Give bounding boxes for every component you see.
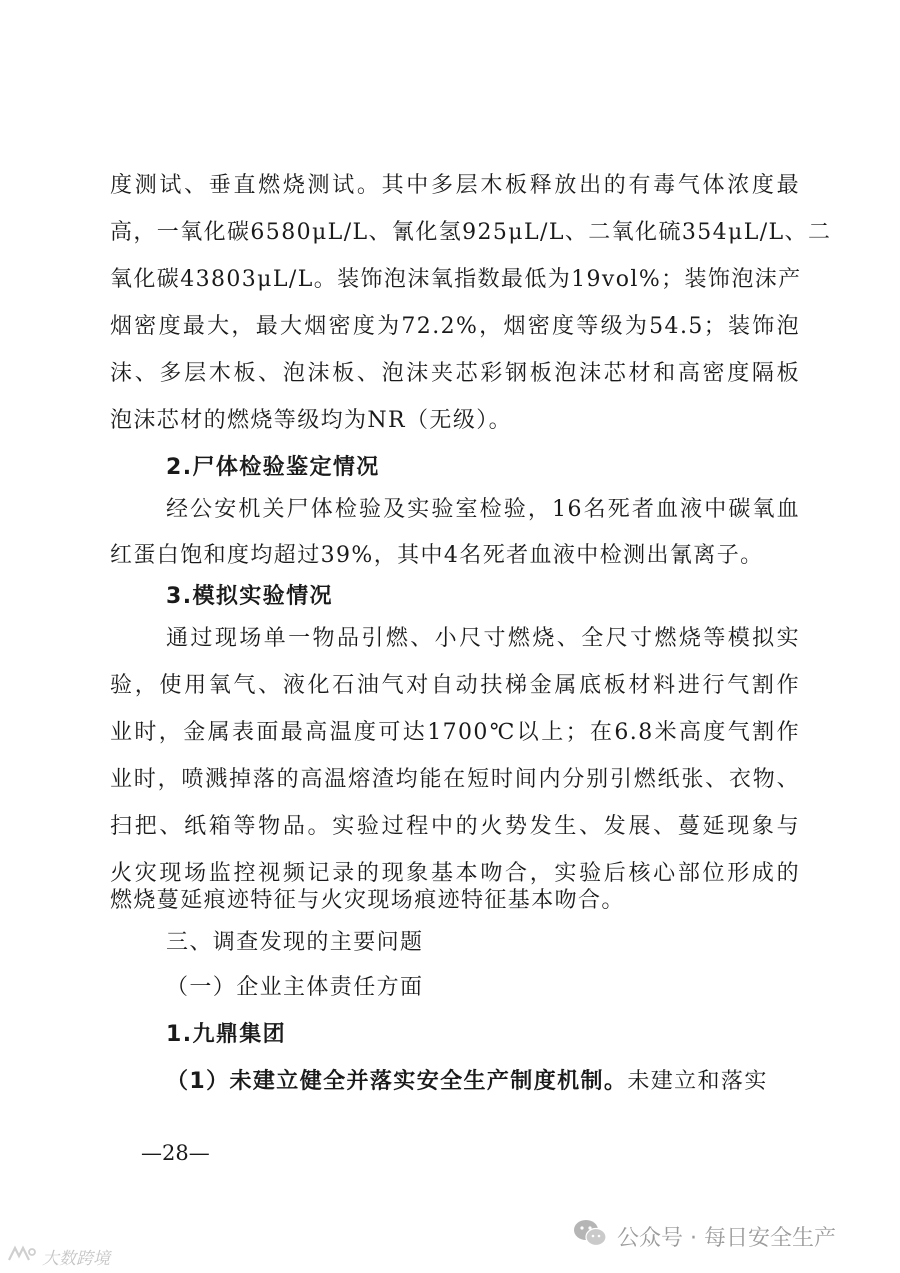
paragraph-line: 泡沫芯材的燃烧等级均为NR（无级）。 bbox=[110, 408, 513, 433]
paragraph-line: 火灾现场监控视频记录的现象基本吻合，实验后核心部位形成的 bbox=[110, 861, 800, 886]
paragraph-line: 扫把、纸箱等物品。实验过程中的火势发生、发展、蔓延现象与 bbox=[110, 814, 800, 839]
logo-icon bbox=[6, 1244, 36, 1269]
section-title-main-problems: 三、调查发现的主要问题 bbox=[166, 930, 424, 955]
heading-jiuding-group: 1.九鼎集团 bbox=[166, 1022, 287, 1047]
paragraph-line: 氧化碳43803μL/L。装饰泡沫氧指数最低为19vol%；装饰泡沫产 bbox=[110, 267, 802, 292]
corner-watermark bbox=[6, 1244, 110, 1268]
item-bold-text: （1）未建立健全并落实安全生产制度机制。 bbox=[166, 1069, 628, 1094]
section-heading-simulation: 3.模拟实验情况 bbox=[166, 584, 333, 609]
paragraph-line: 通过现场单一物品引燃、小尺寸燃烧、全尺寸燃烧等模拟实 bbox=[166, 626, 800, 651]
paragraph-line: 业时，金属表面最高温度可达1700℃以上；在6.8米高度气割作 bbox=[110, 720, 800, 745]
paragraph-line: 经公安机关尸体检验及实验室检验，16名死者血液中碳氧血 bbox=[166, 497, 800, 522]
wechat-icon bbox=[573, 1219, 607, 1253]
paragraph-line: 红蛋白饱和度均超过39%，其中4名死者血液中检测出氰离子。 bbox=[110, 543, 764, 568]
paragraph-line: 燃烧蔓延痕迹特征与火灾现场痕迹特征基本吻合。 bbox=[110, 888, 625, 913]
wechat-watermark-text: 公众号 · 每日安全生产 bbox=[617, 1225, 836, 1251]
paragraph-line: 烟密度最大，最大烟密度为72.2%，烟密度等级为54.5；装饰泡 bbox=[110, 314, 800, 339]
subsection-title-enterprise: （一）企业主体责任方面 bbox=[166, 975, 424, 1000]
paragraph-line: 度测试、垂直燃烧测试。其中多层木板释放出的有毒气体浓度最 bbox=[110, 173, 800, 198]
item-rest-text: 未建立和落实 bbox=[627, 1069, 768, 1094]
paragraph-line: 高，一氧化碳6580μL/L、氰化氢925μL/L、二氧化硫354μL/L、二 bbox=[110, 220, 832, 245]
paragraph-line: 验，使用氧气、液化石油气对自动扶梯金属底板材料进行气割作 bbox=[110, 673, 800, 698]
wechat-watermark bbox=[573, 1220, 836, 1252]
paragraph-line: 沫、多层木板、泡沫板、泡沫夹芯彩钢板泡沫芯材和高密度隔板 bbox=[110, 361, 800, 386]
corner-watermark-text: 大数跨境 bbox=[42, 1248, 110, 1269]
page-number: —28— bbox=[141, 1141, 210, 1165]
item-line bbox=[166, 1067, 800, 1097]
paragraph-line: 业时，喷溅掉落的高温熔渣均能在短时间内分别引燃纸张、衣物、 bbox=[110, 767, 800, 792]
section-heading-autopsy: 2.尸体检验鉴定情况 bbox=[166, 455, 380, 480]
